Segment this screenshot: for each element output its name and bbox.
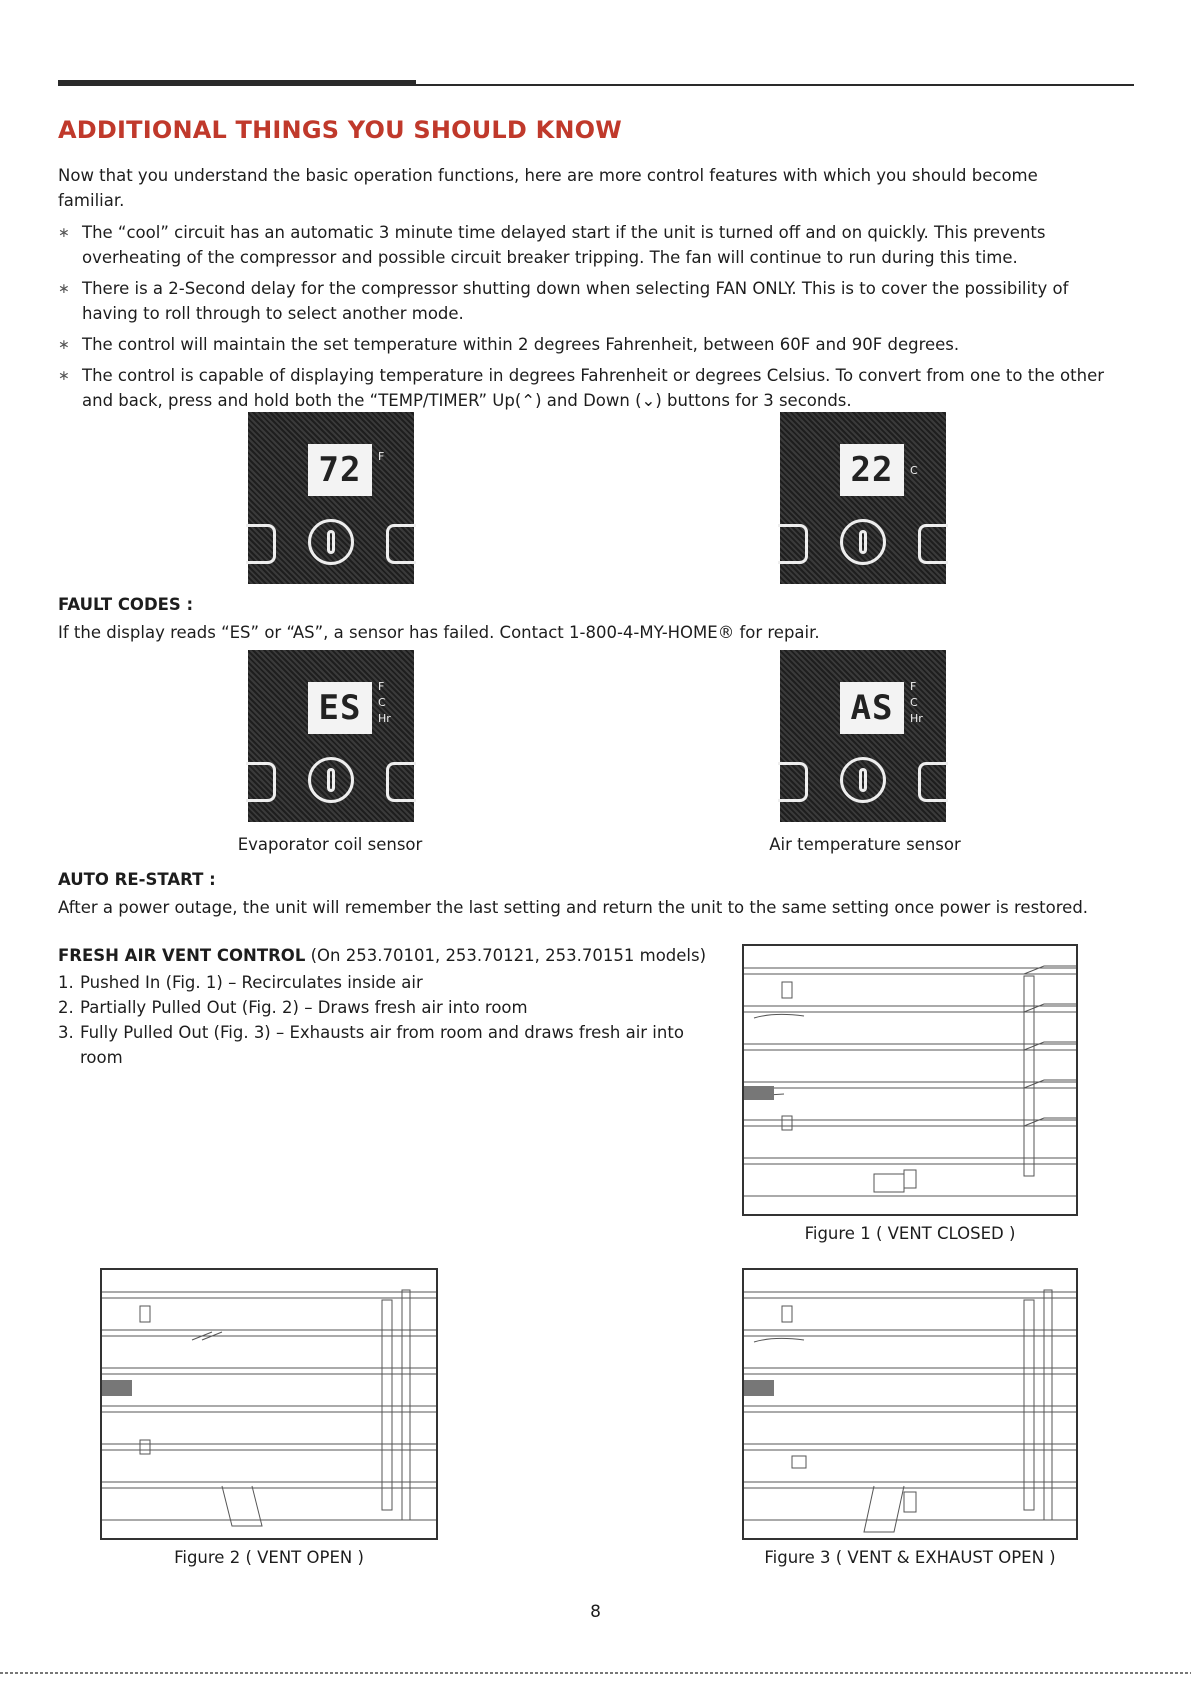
vent-illustration (102, 1270, 436, 1538)
list-item (58, 276, 1118, 326)
page-title: ADDITIONAL THINGS YOU SHOULD KNOW (58, 116, 622, 144)
unit-label-f: F (378, 680, 385, 693)
lcd-display: AS (840, 682, 904, 734)
power-icon (840, 757, 886, 803)
list-number: 1. (58, 973, 74, 992)
bullet-marker: ∗ (58, 368, 70, 384)
figure-1-vent-closed (742, 944, 1078, 1216)
figure-3-vent-exhaust-open (742, 1268, 1078, 1540)
unit-label-hr: Hr (910, 712, 923, 725)
unit-label-c: C (910, 464, 918, 477)
control-panel-as (780, 650, 946, 822)
bottom-rule (0, 1672, 1191, 1674)
list-number: 2. (58, 998, 74, 1017)
list-item (58, 220, 1118, 270)
list-item-text: The “cool” circuit has an automatic 3 minute time delayed start if the unit is turned off and on quickly. This prevents overheating of the compressor and possible circuit breaker tripping. The fan will continue to run during this time. (82, 223, 1046, 267)
up-button-icon (386, 762, 416, 802)
list-item-text: The control is capable of displaying temperature in degrees Fahrenheit or degrees Celsius. To convert from one to the other and back, press and hold both the “TEMP/TIMER” Up(⌃) and Down (⌄) buttons for 3 seconds. (82, 366, 1105, 410)
down-button-icon (246, 524, 276, 564)
down-button-icon (778, 762, 808, 802)
bullet-marker: ∗ (58, 281, 70, 297)
vent-heading (58, 944, 738, 968)
unit-label-hr: Hr (378, 712, 391, 725)
auto-restart-title: AUTO RE-START : (58, 870, 216, 889)
caption-air-sensor: Air temperature sensor (769, 835, 961, 854)
vent-positions-list (58, 970, 698, 1070)
list-item-text: There is a 2-Second delay for the compressor shutting down when selecting FAN ONLY. This is to cover the possibility of having to roll through to select another mode. (82, 279, 1069, 323)
bullet-marker: ∗ (58, 225, 70, 241)
list-item (58, 1020, 698, 1070)
control-panel-es (248, 650, 414, 822)
caption-evaporator-sensor: Evaporator coil sensor (237, 835, 423, 854)
power-icon (840, 519, 886, 565)
control-panel-celsius (780, 412, 946, 584)
list-item-text: Fully Pulled Out (Fig. 3) – Exhausts air from room and draws fresh air into room (80, 1023, 684, 1067)
figure-2-vent-open (100, 1268, 438, 1540)
feature-list (58, 220, 1118, 419)
top-rule (58, 80, 1134, 86)
top-rule-thick (58, 80, 416, 86)
lcd-display: ES (308, 682, 372, 734)
list-item-text: Partially Pulled Out (Fig. 2) – Draws fresh air into room (80, 998, 528, 1017)
lcd-display: 22 (840, 444, 904, 496)
power-icon (308, 519, 354, 565)
figure-1-caption: Figure 1 ( VENT CLOSED ) (804, 1224, 1016, 1243)
control-panel-fahrenheit (248, 412, 414, 584)
unit-label-c: C (378, 696, 386, 709)
vent-illustration (744, 1270, 1076, 1538)
vent-models: (On 253.70101, 253.70121, 253.70151 models) (310, 946, 707, 965)
unit-label-f: F (378, 450, 385, 463)
down-button-icon (778, 524, 808, 564)
up-button-icon (918, 762, 948, 802)
page-number: 8 (590, 1602, 601, 1622)
up-button-icon (386, 524, 416, 564)
vent-illustration (744, 946, 1076, 1214)
figure-3-caption: Figure 3 ( VENT & EXHAUST OPEN ) (764, 1548, 1056, 1567)
top-rule-thin (416, 84, 1134, 86)
list-item (58, 363, 1118, 413)
list-item (58, 995, 698, 1020)
power-icon (308, 757, 354, 803)
list-item-text: The control will maintain the set temperature within 2 degrees Fahrenheit, between 60F and 90F degrees. (82, 335, 960, 354)
figure-2-caption: Figure 2 ( VENT OPEN ) (174, 1548, 364, 1567)
list-number: 3. (58, 1023, 74, 1042)
unit-label-f: F (910, 680, 917, 693)
bullet-marker: ∗ (58, 337, 70, 353)
vent-title: FRESH AIR VENT CONTROL (58, 946, 306, 965)
list-item (58, 332, 1118, 357)
unit-label-c: C (910, 696, 918, 709)
intro-paragraph: Now that you understand the basic operation functions, here are more control features with which you should become familiar. (58, 166, 1038, 210)
list-item-text: Pushed In (Fig. 1) – Recirculates inside air (80, 973, 423, 992)
list-item (58, 970, 698, 995)
lcd-display: 72 (308, 444, 372, 496)
down-button-icon (246, 762, 276, 802)
auto-restart-text: After a power outage, the unit will remember the last setting and return the unit to the same setting once power is restored. (58, 898, 1089, 917)
up-button-icon (918, 524, 948, 564)
fault-codes-text: If the display reads “ES” or “AS”, a sensor has failed. Contact 1-800-4-MY-HOME® for repair. (58, 623, 820, 642)
fault-codes-title: FAULT CODES : (58, 595, 194, 614)
